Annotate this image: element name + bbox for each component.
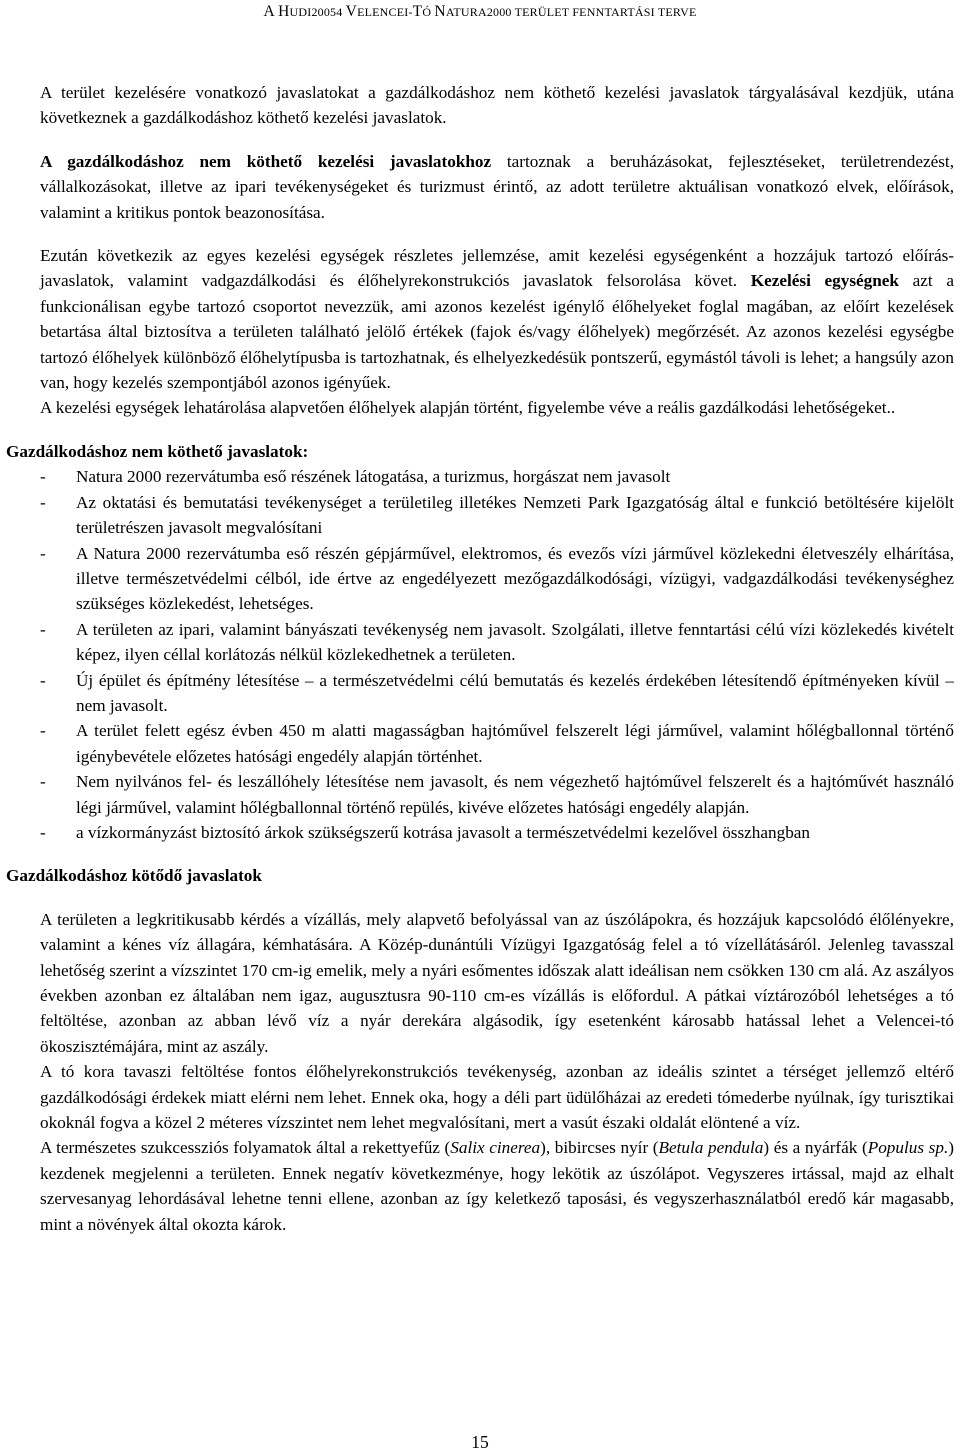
list-item (40, 541, 954, 617)
header-part: H (278, 3, 290, 20)
list-dash: - (40, 670, 46, 690)
list-dash: - (40, 492, 46, 512)
page-content (6, 80, 954, 1237)
list-item (40, 718, 954, 769)
page-number: 15 (471, 1432, 489, 1452)
list-dash: - (40, 721, 46, 741)
list-item-text: Nem nyilvános fel- és leszállóhely létesítése nem javasolt, és nem végezhető hajtóművel felszerelt és a hajtóművét használó légi járművel, valamint hőlégballonnal történő repülés, kivéve előzetes hatósági engedély alapján. (76, 772, 954, 817)
list-item (40, 769, 954, 820)
paragraph-text: A természetes szukcessziós folyamatok által a rekettyefűz ( (40, 1138, 451, 1158)
list-dash: - (40, 467, 46, 487)
list-dash: - (40, 543, 46, 563)
header-part: V (345, 3, 358, 20)
paragraph-text: tartoznak a beruházásokat, fejlesztéseket, területrendezést, vállalkozásokat, illetve az ipari tevékenységeket és turizmust érintő, az adott területre aktuálisan vonatkozó elvek, előírások, valamint a kritikus pontok beazonosítása. (40, 151, 954, 222)
bold-phrase: Kezelési egységnek (750, 271, 899, 291)
list-item-text: Az oktatási és bemutatási tevékenységet a területileg illetékes Nemzeti Park Igazgatóság által e funkció betöltésére kijelölt területrészen javasolt megvalósítani (76, 492, 954, 538)
spacer (40, 845, 954, 863)
intro-paragraph-3 (40, 243, 954, 395)
paragraph-text: ), bibircses nyír ( (540, 1138, 659, 1158)
list-item-text: A Natura 2000 rezervátumba eső részén gépjárművel, elektromos, és evezős vízi járművel közlekedni életveszély elhárítása, illetve természetvédelmi célból, ide értve az engedélyezett mezőgazdálkodósági, vízügyi, vadgazdálkodási tevékenységhez szükséges közlekedést, lehetséges. (76, 543, 954, 614)
species-name: Populus sp. (867, 1138, 949, 1158)
header-part: A (263, 3, 279, 20)
list-dash: - (40, 772, 46, 792)
non-management-list (40, 464, 954, 845)
header-part: - (408, 5, 413, 19)
list-item (40, 668, 954, 719)
header-part: Ó (422, 5, 435, 19)
header-part: T (412, 3, 423, 20)
list-item-text: A területen az ipari, valamint bányászati tevékenység nem javasolt. Szolgálati, illetve fenntartási célú vízi közlekedés kivételt képez, ilyen céllal korlátozás nélkül közlekedhetnek a területen. (76, 619, 954, 665)
spacer (40, 225, 954, 243)
list-item (40, 820, 954, 845)
list-item (40, 464, 954, 489)
list-item-text: A terület felett egész évben 450 m alatti magasságban hajtóművel felszerelt légi járművel, valamint hőlégballonnal történő igénybevétele előzetes hatósági engedély alapján történhet. (76, 721, 954, 766)
section-heading-management: Gazdálkodáshoz kötődő javaslatok (6, 866, 262, 886)
spacer (40, 889, 954, 907)
intro-paragraph-1: A terület kezelésére vonatkozó javaslatokat a gazdálkodáshoz nem köthető kezelési javaslatok tárgyalásával kezdjük, utána következnek a gazdálkodáshoz köthető kezelési javaslatok. (40, 83, 954, 128)
header-part: TERÜLET FENNTARTÁSI TERVE (514, 5, 697, 19)
paragraph-text: ) és a nyárfák ( (763, 1138, 868, 1158)
paragraph-text: ) kezdenek megjelenni a területen. Ennek negatív következménye, hogy lekötik az úszólápot. Vegyszeres irtással, majd az elhalt szervesanyag lehordásával lehetne tenni ellene, azonban az így keletkező taposási, és vegyszerhasználatból eredő kár magasabb, mint a növények által okozta károk. (40, 1138, 954, 1234)
management-paragraph-2: A tó kora tavaszi feltöltése fontos élőhelyrekonstrukciós tevékenység, azonban az ideális szintet a térséget jellemző eltérő gazdálkodósági érdekek miatt elérni nem lehet. Ennek oka, hogy a déli part üdülőházai az eredeti tómederbe nyúlnak, így turisztikai okoknál fogva a közel 2 méteres vízszintet nem lehet megvalósítani, mert a vasút északi oldalát elöntené a víz. (40, 1062, 954, 1133)
list-item (40, 617, 954, 668)
section-heading-non-management: Gazdálkodáshoz nem köthető javaslatok: (6, 441, 309, 461)
list-item (40, 490, 954, 541)
spacer (40, 421, 954, 439)
header-part: ATURA2000 (445, 5, 515, 19)
bold-phrase: A gazdálkodáshoz nem köthető kezelési javaslatokhoz (40, 151, 492, 171)
header-part: UDI20054 (289, 5, 346, 19)
running-header (0, 3, 960, 21)
paragraph-text: azt a funkcionálisan egybe tartozó csoportot nevezzük, ami azonos kezelést igénylő élőhelyeket foglal magában, az előírt kezelések betartása által biztosítva a területen található jelölő értékek (fajok és/vagy élőhelyek) megőrzését. Az azonos kezelési egységbe tartozó élőhelyek különböző élőhelytípusba is tartozhatnak, és elhelyezkedésük pontszerű, egymástól távoli is lehet; a hangsúly azon van, hogy kezelés szempontjából azonos igényűek. (40, 271, 954, 393)
list-dash: - (40, 619, 46, 639)
intro-paragraph-4: A kezelési egységek lehatárolása alapvetően élőhelyek alapján történt, figyelembe véve a reális gazdálkodási lehetőségeket.. (40, 398, 896, 418)
spacer (40, 131, 954, 149)
species-name: Betula pendula (658, 1138, 764, 1158)
intro-paragraph-2 (40, 149, 954, 225)
list-item-text: Új épület és építmény létesítése – a természetvédelmi célú bemutatás és kezelés érdekében létesítendő építményeken kívül – nem javasolt. (76, 670, 954, 715)
paragraph-text: Ezután következik az egyes kezelési egységek részletes jellemzése, amit kezelési egységenként a hozzájuk tartozó előírás-javaslatok, valamint vadgazdálkodási és élőhelyrekonstrukciós javaslatok felsorolása követ. (40, 246, 954, 291)
management-paragraph-1: A területen a legkritikusabb kérdés a vízállás, mely alapvető befolyással van az úszólápokra, és hozzájuk kapcsolódó élőlényekre, valamint a kénes víz állagára, kémhatására. A Közép-dunántúli Vízügyi Igazgatóság felel a tó vízellátásáról. Jelenleg tavasszal lehetőség szerint a vízszintet 170 cm-ig emelik, mely a nyári esőmentes időszak alatt ideálisan nem csökken 130 cm alá. Az aszályos években azonban ez általában nem igaz, augusztusra 90-110 cm-es vízállás is előfordul. A pátkai víztározóból lehetséges a tó feltöltése, azonban az abban lévő víz a nyár derekára algásodik, így esetenként károsabb hatással lehet a Velencei-tó ökoszisztémájára, mint az aszály. (40, 909, 954, 1056)
list-dash: - (40, 822, 46, 842)
header-part: ELENCEI (357, 5, 409, 19)
list-item-text: Natura 2000 rezervátumba eső részének látogatása, a turizmus, horgászat nem javasolt (76, 467, 671, 487)
list-item-text: a vízkormányzást biztosító árkok szükségszerű kotrása javasolt a természetvédelmi kezelővel összhangban (76, 822, 811, 842)
species-name: Salix cinerea (450, 1138, 541, 1158)
header-part: N (434, 3, 446, 20)
management-paragraph-3 (40, 1135, 954, 1237)
